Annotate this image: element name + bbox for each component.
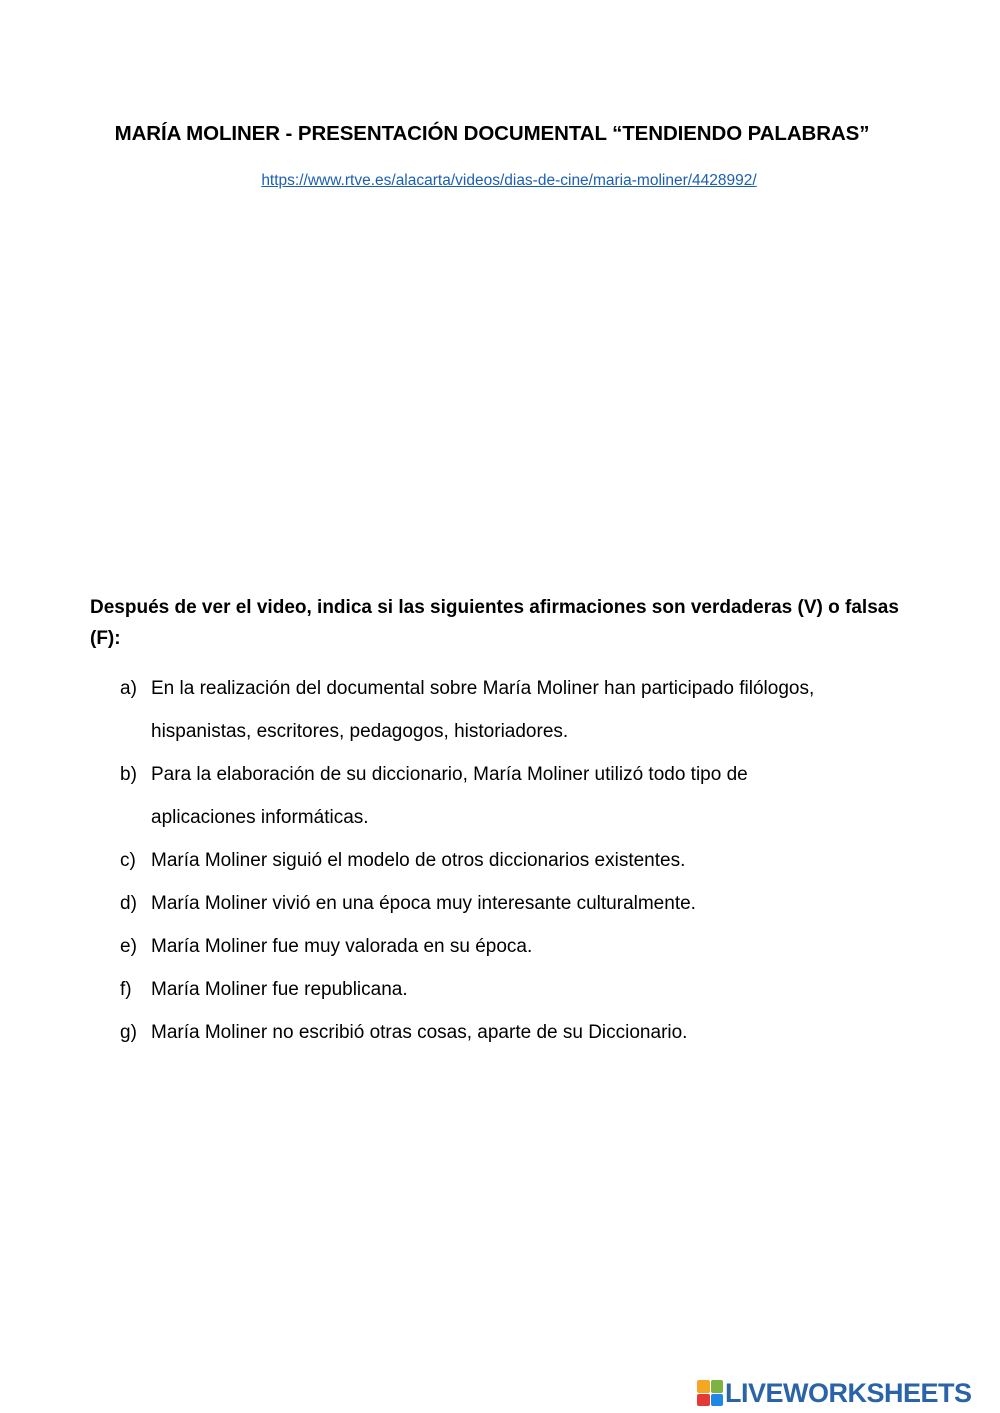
document-title: MARÍA MOLINER - PRESENTACIÓN DOCUMENTAL “TENDIENDO PALABRAS” [114,122,870,145]
question-text-line-1: En la realización del documental sobre María Moliner han participado filólogos, [151,678,815,699]
question-text: María Moliner fue republicana. [151,979,408,1000]
question-item-a [120,667,920,753]
question-text-line-1: Para la elaboración de su diccionario, María Moliner utilizó todo tipo de [151,764,748,785]
liveworksheets-logo [697,1377,972,1409]
question-item-e [120,925,920,968]
question-list [120,667,920,1054]
question-letter: b) [120,764,137,785]
question-letter: a) [120,678,137,699]
brand-name: LIVEWORKSHEETS [725,1378,972,1408]
question-text-line-2: aplicaciones informáticas. [151,807,369,828]
question-item-d [120,882,920,925]
question-letter: e) [120,936,137,957]
question-text: María Moliner vivió en una época muy interesante culturalmente. [151,893,696,914]
video-link[interactable]: https://www.rtve.es/alacarta/videos/dias-de-cine/maria-moliner/4428992/ [261,172,757,189]
question-text: María Moliner siguió el modelo de otros diccionarios existentes. [151,850,686,871]
question-text: María Moliner no escribió otras cosas, aparte de su Diccionario. [151,1022,688,1043]
question-item-g [120,1011,920,1054]
liveworksheets-logo-icon [697,1380,723,1406]
question-item-b [120,753,920,839]
question-item-c [120,839,920,882]
question-item-f [120,968,920,1011]
question-text: María Moliner fue muy valorada en su época. [151,936,533,957]
question-letter: d) [120,893,137,914]
instructions-heading: Después de ver el video, indica si las siguientes afirmaciones son verdaderas (V) o falsas (F): [90,597,899,649]
question-letter: f) [120,979,132,1000]
question-letter: g) [120,1022,137,1043]
question-letter: c) [120,850,136,871]
question-text-line-2: hispanistas, escritores, pedagogos, historiadores. [151,721,569,742]
